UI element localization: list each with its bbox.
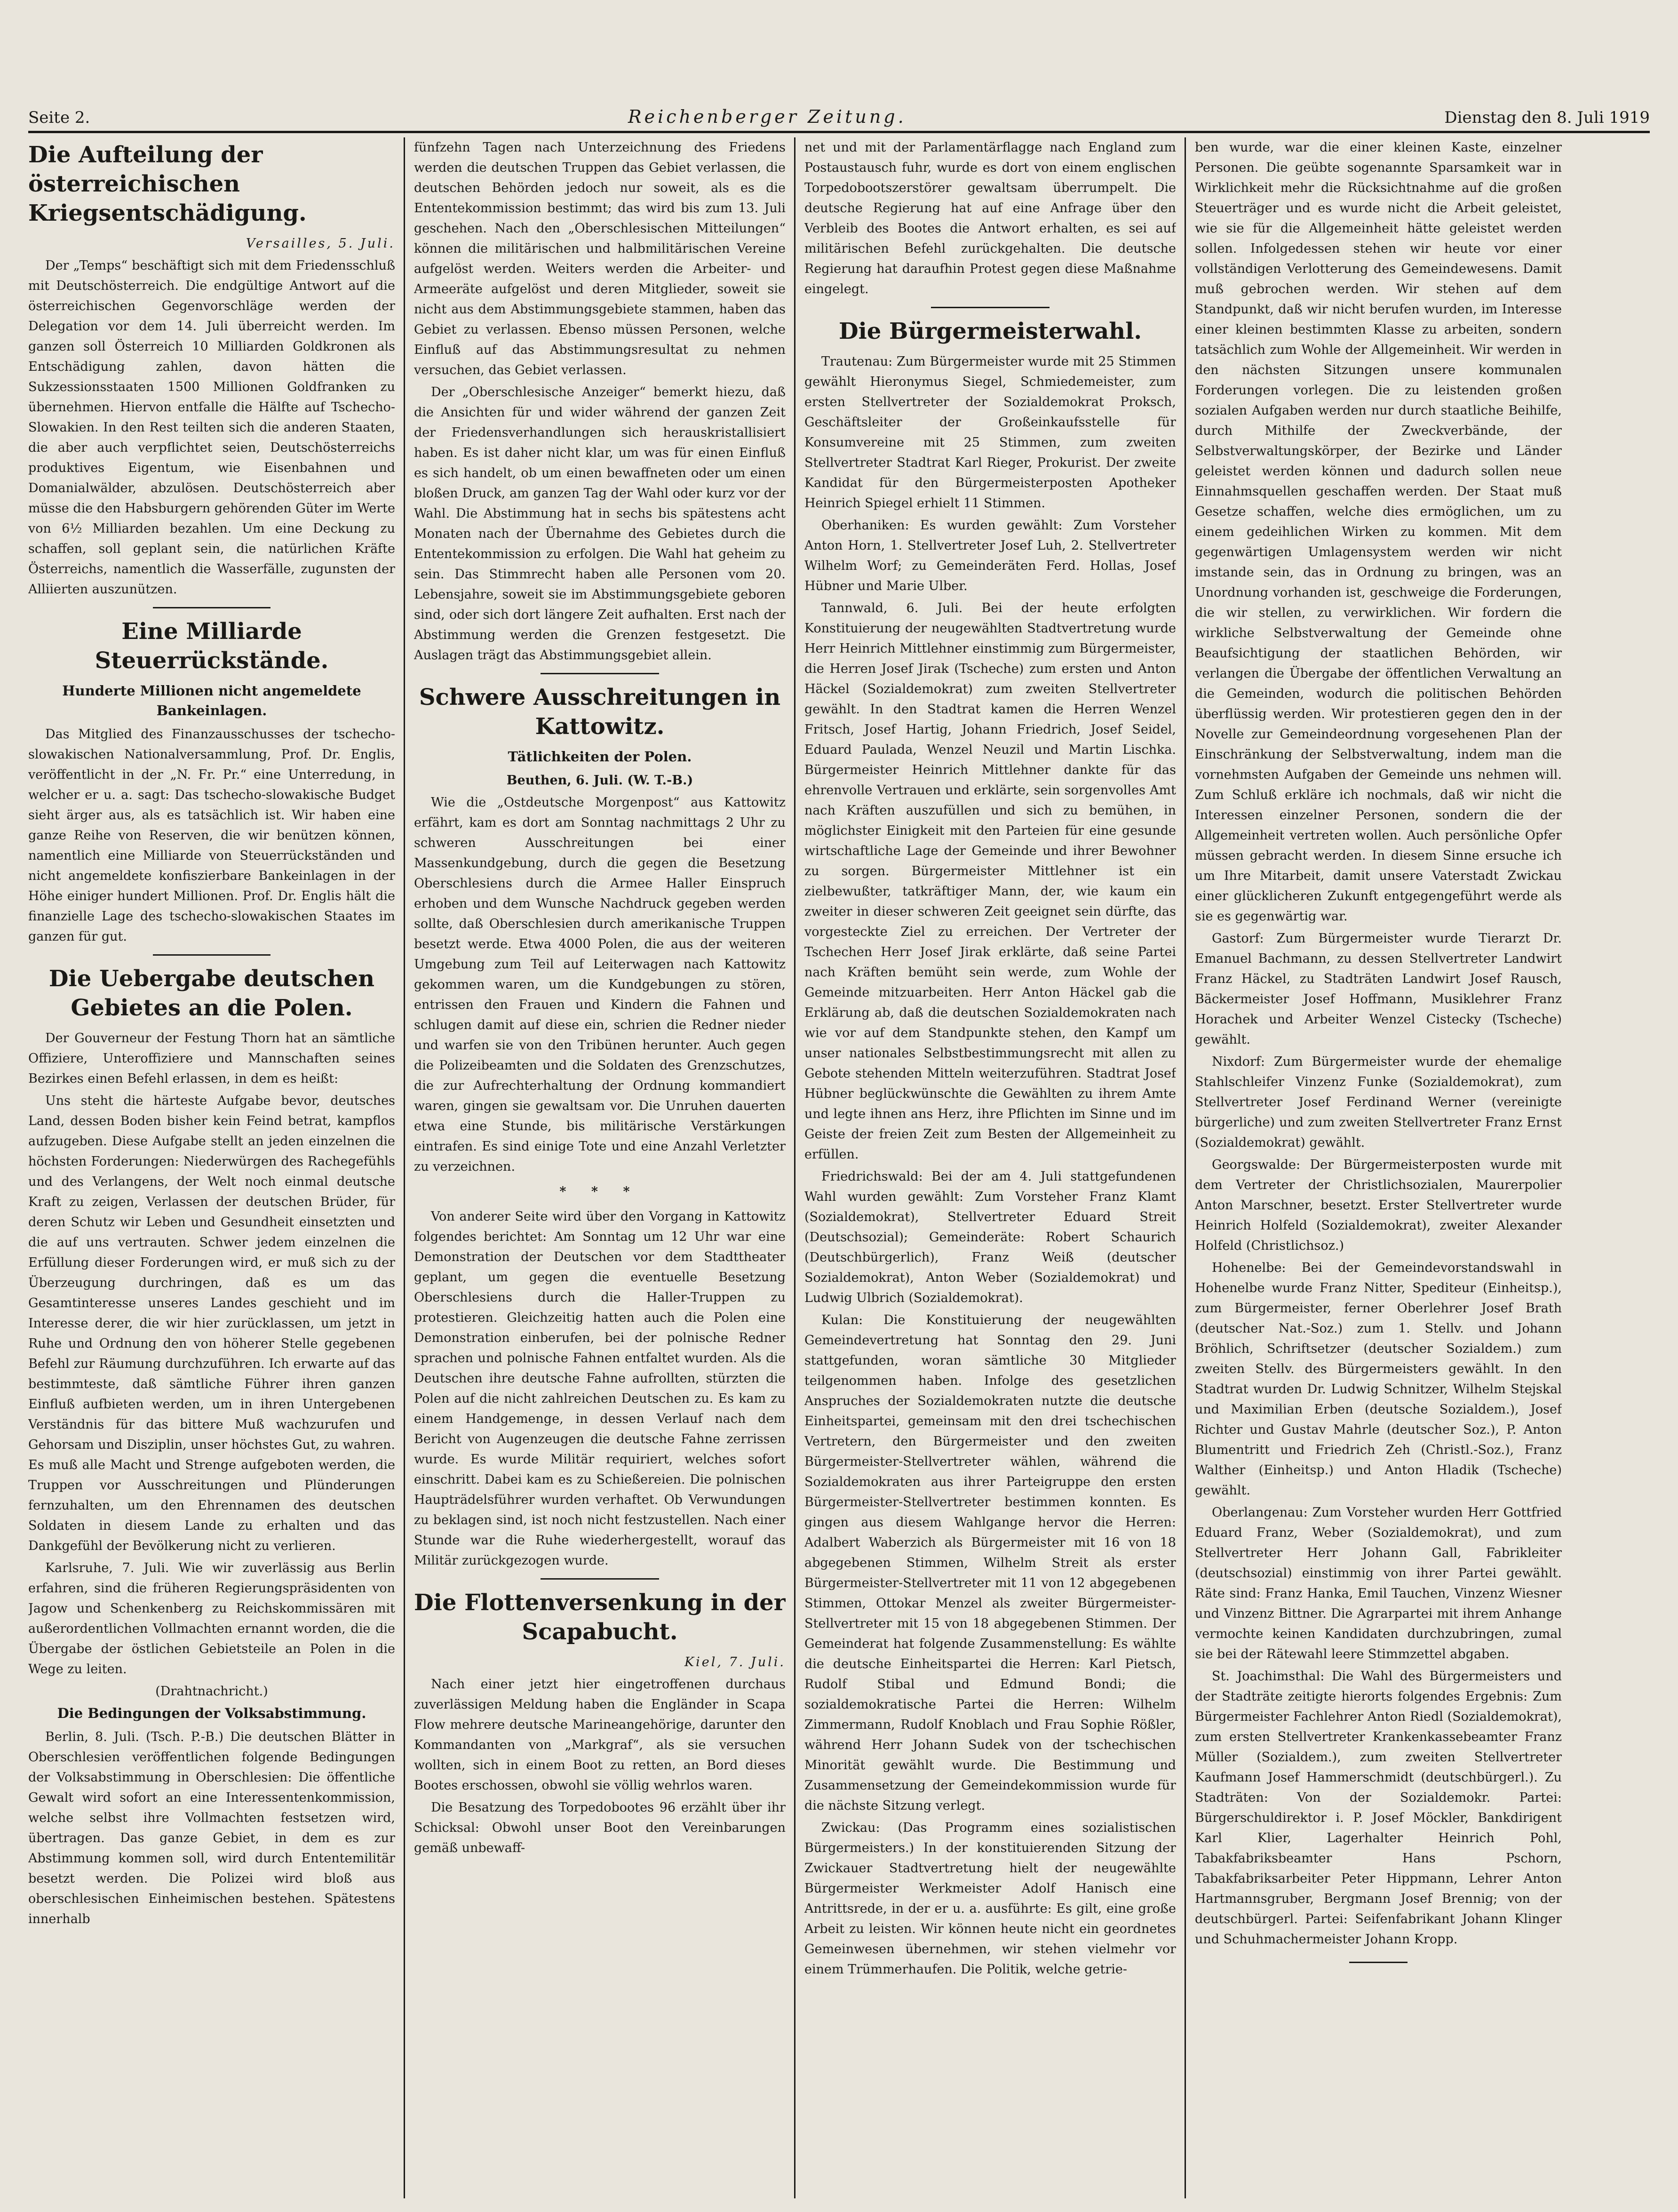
article-paragraph: fünfzehn Tagen nach Unterzeichnung des Friedens werden die deutschen Truppen das Gebiet verlassen, die deutschen Behörden jedoch nur soweit, als es die Ententekommission bestimmt; das wird bis zum 13. Juli geschehen. Nach den „Oberschlesischen Mitteilungen“ können die militärischen und halbmilitärischen Vereine aufgelöst werden. Weiters werden die Arbeiter- und Armeeräte aufgelöst und deren Mitglieder, soweit sie nicht aus dem Abstimmungsgebiete stammen, haben das Gebiet zu verlassen. Ebenso müssen Personen, welche Einfluß auf das Abstimmungsresultat zu nehmen versuchen, das Gebiet verlassen. [414,140,786,377]
article-paragraph: Der Gouverneur der Festung Thorn hat an sämtliche Offiziere, Unteroffiziere und Mannschaften seines Bezirkes einen Befehl erlassen, in dem es heißt: [28,1031,395,1086]
article-headline: Die Bürgermeisterwahl. [838,318,1142,344]
article-subheadline: Hunderte Millionen nicht angemeldete Bankeinlagen. [62,683,361,719]
article-separator [153,607,270,608]
article-separator [541,673,660,674]
source-note: (Drahtnachricht.) [155,1684,268,1699]
article-paragraph: Nixdorf: Zum Bürgermeister wurde der ehemalige Stahlschleifer Vinzenz Funke (Sozialdemokrat), zum Stellvertreter Josef Ferdinand Werner (vereinigte bürgerliche) und zum zweiten Stellvertreter Franz Ernst (Sozialdemokrat) gewählt. [1195,1054,1562,1150]
section-stars: * * * [559,1184,640,1199]
article-paragraph: net und mit der Parlamentärflagge nach England zum Postaustausch fuhr, wurde es dort von einem englischen Torpedobootszerstörer gewaltsam überrumpelt. Die deutsche Regierung hat auf eine Anfrage über den Verbleib des Bootes die Antwort erhalten, es sei auf militärischen Befehl zurückgehalten. Die deutsche Regierung hat daraufhin Protest gegen diese Maßnahme eingelegt. [804,140,1176,296]
article-paragraph: Gastorf: Zum Bürgermeister wurde Tierarzt Dr. Emanuel Bachmann, zu dessen Stellvertreter Landwirt Franz Häckel, zu Stadträten Landwirt Josef Rausch, Bäckermeister Josef Hoffmann, Musiklehrer Franz Horachek und Arbeiter Wenzel Cistecky (Tscheche) gewählt. [1195,931,1562,1047]
dateline: Versailles, 5. Juli. [246,236,395,251]
column-3 [804,137,1176,2198]
column-divider [1185,137,1186,2198]
article-paragraph: Wie die „Ostdeutsche Morgenpost“ aus Kattowitz erfährt, kam es dort am Sonntag nachmittags 2 Uhr zu schweren Ausschreitungen bei einer Massenkundgebung, durch die gegen die Besetzung Oberschlesiens durch die Armee Haller Einspruch erhoben und dem Wunsche Nachdruck gegeben werden sollte, daß Oberschlesien durch amerikanische Truppen besetzt werde. Etwa 4000 Polen, die aus der weiteren Umgebung zum Teil auf Leiterwagen nach Kattowitz gekommen waren, um die Kundgebungen zu stören, entrissen den Frauen und Kindern die Fahnen und schlugen damit auf diese ein, schrien die Redner nieder und warfen sie von den Tribünen herunter. Auch gegen die Polizeibeamten und die Soldaten des Grenzschutzes, die zur Aufrechterhaltung der Ordnung kommandiert waren, gingen sie gewaltsam vor. Die Unruhen dauerten etwa eine Stunde, bis militärische Verstärkungen eintrafen. Es sind einige Tote und eine Anzahl Verletzter zu verzeichnen. [414,795,786,1174]
article-paragraph: Das Mitglied des Finanzausschusses der tschecho-slowakischen Nationalversammlung, Prof. Dr. Englis, veröffentlicht in der „N. Fr. Pr.“ eine Unterredung, in welcher er u. a. sagt: Das tschecho-slowakische Budget sieht ärger aus, als es tatsächlich ist. Wir haben eine ganze Reihe von Reserven, die wir benützen können, namentlich eine Milliarde von Steuerrückständen und nicht angemeldete konfiszierbare Bankeinlagen in der Höhe einiger hundert Millionen. Prof. Dr. Englis hält die finanzielle Lage des tschecho-slowakischen Staates im ganzen für gut. [28,727,395,944]
article-separator [541,1578,660,1580]
article-paragraph: ben wurde, war die einer kleinen Kaste, einzelner Personen. Die geübte sogenannte Sparsamkeit war in Wirklichkeit mehr die Rücksichtnahme auf die großen Steuerträger und es wurde nicht die Arbeit geleistet, wie sie für die Allgemeinheit hätte geleistet werden sollen. Infolgedessen stehen wir heute vor einer vollständigen Verlotterung des Gemeindewesens. Damit muß gebrochen werden. Wir stehen auf dem Standpunkt, daß wir nicht berufen wurden, im Interesse einer kleinen bestimmten Klasse zu arbeiten, sondern tatsächlich zum Wohle der Allgemeinheit. Wir werden in den nächsten Sitzungen unsere kommunalen Forderungen vorlegen. Die zu leistenden großen sozialen Aufgaben werden nur durch staatliche Beihilfe, durch Mithilfe der Zweckverbände, der Selbstverwaltungskörper, der Bezirke und Länder geleistet werden können und dadurch sollen neue Einnahmsquellen geschaffen werden. Der Staat muß Gesetze schaffen, welche dies ermöglichen, um zu einem gedeihlichen Wirken zu kommen. Mit dem gegenwärtigen Umlagensystem werden wir nicht imstande sein, das in Ordnung zu bringen, was an Unordnung vorhanden ist, geschweige die Forderungen, die wir stellen, zu verwirklichen. Wir fordern die wirkliche Selbstverwaltung der Gemeinde ohne Beaufsichtigung der staatlichen Behörden, wir verlangen die Übergabe der öffentlichen Verwaltung an die Gemeinden, wodurch die politischen Behörden überflüssig werden. Wir protestieren gegen den in der Novelle zur Gemeindeordnung vorgesehenen Plan der Einschränkung der Selbstverwaltung, indem man die vornehmsten Aufgaben der Gemeinde uns nehmen will. Zum Schluß erkläre ich nochmals, daß wir nicht die Interessen einzelner Personen, sondern die der Allgemeinheit vertreten wollen. Auch persönliche Opfer müssen gebracht werden. In diesem Sinne ersuche ich um Ihre Mitarbeit, damit unsere Vaterstadt Zwickau einer glücklicheren Zukunft entgegengeführt werde als sie es gegenwärtig war. [1195,140,1562,924]
header-rule [28,131,1650,133]
article-paragraph: Von anderer Seite wird über den Vorgang in Kattowitz folgendes berichtet: Am Sonntag um 12 Uhr war eine Demonstration der Deutschen vor dem Stadttheater geplant, um gegen die eventuelle Besetzung Oberschlesiens durch die Haller-Truppen zu protestieren. Gleichzeitig hatten auch die Polen eine Demonstration einberufen, bei der polnische Redner sprachen und polnische Fahnen entfaltet wurden. Als die Deutschen ihre deutsche Fahne aufrollten, stürzten die Polen auf die nicht zahlreichen Deutschen zu. Es kam zu einem Handgemenge, in dessen Verlauf nach dem Bericht von Augenzeugen die deutsche Fahne zerrissen wurde. Es wurde Militär requiriert, welches sofort einschritt. Dabei kam es zu Schießereien. Die polnischen Haupträdelsführer wurden verhaftet. Ob Verwundungen zu beklagen sind, ist noch nicht festzustellen. Nach einer Stunde war die Ruhe wiederhergestellt, worauf das Militär zurückgezogen wurde. [414,1209,786,1568]
dateline: Kiel, 7. Juli. [684,1655,786,1669]
page-header [28,94,1650,127]
article-paragraph: Friedrichswald: Bei der am 4. Juli stattgefundenen Wahl wurden gewählt: Zum Vorsteher Franz Klamt (Sozialdemokrat), Stellvertreter Eduard Streit (Deutschsozial); Gemeinderäte: Robert Schaurich (Deutschbürgerlich), Franz Weiß (deutscher Sozialdemokrat), Anton Weber (Sozialdemokrat) und Ludwig Ulbrich (Sozialdemokrat). [804,1169,1176,1305]
article-paragraph: Zwickau: (Das Programm eines sozialistischen Bürgermeisters.) In der konstituierenden Sitzung der Zwickauer Stadtvertretung hielt der neugewählte Bürgermeister Werkmeister Adolf Hanisch eine Antrittsrede, in der er u. a. ausführte: Es gilt, eine große Arbeit zu leisten. Wir können heute nicht ein geordnetes Gemeinwesen übernehmen, wir stehen vielmehr vor einem Trümmerhaufen. Die Politik, welche getrie- [804,1821,1176,1977]
article-separator [153,954,270,956]
issue-date: Dienstag den 8. Juli 1919 [1444,108,1650,127]
article-subheadline: Die Bedingungen der Volksabstimmung. [57,1705,366,1721]
article-paragraph: Oberlangenau: Zum Vorsteher wurden Herr Gottfried Eduard Franz, Weber (Sozialdemokrat), und zum Stellvertreter Herr Johann Gall, Fabrikleiter (deutschsozial) einstimmig von ihrer Partei gewählt. Räte sind: Franz Hanka, Emil Tauchen, Vinzenz Wiesner und Vinzenz Bittner. Die Agrarpartei mit ihrem Anhange vermochte keinen Kandidaten durchzubringen, zumal sie bei der Rätewahl leere Stimmzettel abgaben. [1195,1505,1562,1661]
article-subheadline: Tätlichkeiten der Polen. [508,749,692,765]
dateline: Beuthen, 6. Juli. (W. T.-B.) [506,773,693,788]
article-headline: Eine Milliarde Steuerrückstände. [95,618,329,674]
column-2 [414,137,786,2198]
article-paragraph: Georgswalde: Der Bürgermeisterposten wurde mit dem Vertreter der Christlichsozialen, Maurerpolier Anton Marschner, besetzt. Erster Stellvertreter wurde Heinrich Holfeld (Sozialdemokrat), zweiter Alexander Holfeld (Christlichsoz.) [1195,1158,1562,1253]
article-separator [931,307,1050,308]
column-1 [28,137,395,2198]
article-paragraph: Karlsruhe, 7. Juli. Wie wir zuverlässig aus Berlin erfahren, sind die früheren Regierungspräsidenten von Jagow und Schenkenberg zu Reichskommissären mit außerordentlichen Vollmachten ernannt worden, die die Übergabe der östlichen Gebietsteile an Polen in die Wege zu leiten. [28,1561,395,1677]
article-paragraph: Der „Temps“ beschäftigt sich mit dem Friedensschluß mit Deutschösterreich. Die endgültige Antwort auf die österreichischen Gegenvorschläge werden der Delegation vor dem 14. Juli überreicht werden. Im ganzen soll Österreich 10 Milliarden Goldkronen als Entschädigung zahlen, davon hätten die Sukzessionsstaaten 1500 Millionen Goldfranken zu übernehmen. Hiervon entfalle die Hälfte auf Tschecho-Slowakien. In den Rest teilten sich die anderen Staaten, die aber auch verpflichtet seien, Deutschösterreichs produktives Eigentum, wie Eisenbahnen und Domanialwälder, abzulösen. Deutschösterreich aber müsse die den Habsburgern gehörenden Güter im Werte von 6½ Milliarden bezahlen. Um eine Deckung zu schaffen, soll geplant sein, die natürlichen Kräfte Österreichs, namentlich die Wasserfälle, zugunsten der Alliierten auszunützen. [28,258,395,597]
page-number: Seite 2. [28,108,90,127]
newspaper-title: Reichenberger Zeitung. [628,106,907,127]
column-divider [794,137,795,2198]
article-headline: Die Uebergabe deutschen Gebietes an die Polen. [48,966,375,1021]
column-divider [404,137,405,2198]
article-paragraph: Berlin, 8. Juli. (Tsch. P.-B.) Die deutschen Blätter in Oberschlesien veröffentlichen folgende Bedingungen der Volksabstimmung in Oberschlesien: Die öffentliche Gewalt wird sofort an eine Interessentenkommission, welche selbst ihre Vollmachten festsetzen wird, übertragen. Das ganze Gebiet, in dem es zur Abstimmung kommen soll, wird durch Ententemilitär besetzt werden. Die Polizei wird bloß aus oberschlesischen Einheimischen bestehen. Spätestens innerhalb [28,1730,395,1926]
article-paragraph: Nach einer jetzt hier eingetroffenen durchaus zuverlässigen Meldung haben die Engländer in Scapa Flow mehrere deutsche Marineangehörige, darunter den Kommandanten von „Markgraf“, als sie versuchen wollten, sich in einem Boot zu retten, an Bord dieses Bootes erschossen, obwohl sie völlig wehrlos waren. [414,1677,786,1793]
article-paragraph: Die Besatzung des Torpedobootes 96 erzählt über ihr Schicksal: Obwohl unser Boot den Vereinbarungen gemäß unbewaff- [414,1800,786,1855]
column-4 [1195,137,1562,2198]
article-paragraph: Der „Oberschlesische Anzeiger“ bemerkt hiezu, daß die Ansichten für und wider während der ganzen Zeit der Friedensverhandlungen sich herauskristallisiert haben. Es ist daher nicht klar, um was für einen Einfluß es sich handelt, ob um einen bewaffneten oder um einen bloßen Druck, am ganzen Tag der Wahl oder kurz vor der Wahl. Die Abstimmung hat in sechs bis spätestens acht Monaten nach der Übernahme des Gebietes durch die Ententekommission zu erfolgen. Die Wahl hat geheim zu sein. Das Stimmrecht haben alle Personen vom 20. Lebensjahre, soweit sie im Abstimmungsgebiete geboren sind, oder sich dort längere Zeit aufhalten. Erst nach der Abstimmung werden die Grenzen festgesetzt. Die Auslagen trägt das Abstimmungsgebiet allein. [414,385,786,663]
article-headline: Die Aufteilung der österreichischen Kriegsentschädigung. [28,142,307,226]
article-paragraph: Tannwald, 6. Juli. Bei der heute erfolgten Konstituierung der neugewählten Stadtvertretung wurde Herr Heinrich Mittlehner einstimmig zum Bürgermeister, die Herren Josef Jirak (Tscheche) zum ersten und Anton Häckel (Sozialdemokrat) zum zweiten Stellvertreter gewählt. In den Stadtrat kamen die Herren Wenzel Fritsch, Josef Hartig, Johann Friedrich, Josef Seidel, Eduard Paulada, Wenzel Neuzil und Martin Lischka. Bürgermeister Heinrich Mittlehner dankte für das ehrenvolle Vertrauen und erklärte, sein sorgenvolles Amt nach Kräften auszufüllen und sich zu bemühen, in möglichster Einigkeit mit den Parteien für eine gesunde wirtschaftliche Lage der Gemeinde und ihrer Bewohner zu sorgen. Bürgermeister Mittlehner ist ein zielbewußter, tatkräftiger Mann, der, wie kaum ein zweiter in dieser schweren Zeit geeignet sein dürfte, das vorgesteckte Ziel zu erreichen. Der Vertreter der Tschechen Herr Josef Jirak erklärte, daß seine Partei nach Kräften bemüht sein werde, zum Wohle der Gemeinde mitzuarbeiten. Herr Anton Häckel gab die Erklärung ab, daß die deutschen Sozialdemokraten nach wie vor auf dem Standpunkte stehen, den Kampf um unser nationales Selbstbestimmungsrecht mit allen zu Gebote stehenden Mitteln weiterzuführen. Stadtrat Josef Hübner beglückwünschte die Gewählten zu ihrem Amte und legte ihnen ans Herz, ihre Pflichten im Sinne und im Geiste der freien Zeit zum Besten der Allgemeinheit zu erfüllen. [804,601,1176,1162]
article-paragraph: Uns steht die härteste Aufgabe bevor, deutsches Land, dessen Boden bisher kein Feind betrat, kampflos aufzugeben. Diese Aufgabe stellt an jeden einzelnen die höchsten Forderungen: Niederwürgen des Rachegefühls und des Verlangens, der Welt noch einmal deutsche Kraft zu zeigen, Verlassen der deutschen Brüder, für deren Schutz wir Leben und Gesundheit einsetzten und die auf uns vertrauten. Schwer jedem einzelnen die Erfüllung dieser Forderungen wird, er muß sich zu der Überzeugung durchringen, daß es um das Gesamtinteresse unseres Landes geschieht und im Interesse derer, die wir hier zurücklassen, um jetzt in Ruhe und Ordnung den von höherer Stelle gegebenen Befehl zur Räumung durchzuführen. Ich erwarte auf das bestimmteste, daß sämtliche Führer ihren ganzen Einfluß aufbieten werden, um in ihren Untergebenen Verständnis für das bittere Muß wachzurufen und Gehorsam und Disziplin, unser höchstes Gut, zu wahren. Es muß alle Macht und Strenge aufgeboten werden, die Truppen vor Ausschreitungen und Plünderungen fernzuhalten, um den Ehrennamen des deutschen Soldaten in diesem Lande zu erhalten und das Dankgefühl der Bevölkerung nicht zu verlieren. [28,1094,395,1553]
article-paragraph: Hohenelbe: Bei der Gemeindevorstandswahl in Hohenelbe wurde Franz Nitter, Spediteur (Einheitsp.), zum Bürgermeister, ferner Oberlehrer Josef Brath (deutscher Nat.-Soz.) zum 1. Stellv. und Johann Bröhlich, Schriftsetzer (deutscher Sozialdem.) zum zweiten Stellv. des Bürgermeisters gewählt. In den Stadtrat wurden Dr. Ludwig Schnitzer, Wilhelm Stejskal und Maximilian Erben (deutsche Sozialdem.), Josef Richter und Gustav Mahrle (deutscher Soz.), P. Anton Blumentritt und Friedrich Zeh (Christl.-Soz.), Franz Walther (Einheitsp.) und Anton Hladik (Tscheche) gewählt. [1195,1261,1562,1498]
article-headline: Die Flottenversenkung in der Scapabucht. [414,1589,786,1645]
article-paragraph: Trautenau: Zum Bürgermeister wurde mit 25 Stimmen gewählt Hieronymus Siegel, Schmiedemeister, zum ersten Stellvertreter der Sozialdemokrat Proksch, Geschäftsleiter der Großeinkaufsstelle für Konsumvereine mit 25 Stimmen, zum zweiten Stellvertreter Stadtrat Karl Rieger, Prokurist. Der zweite Kandidat für den Bürgermeisterposten Apotheker Heinrich Spiegel erhielt 11 Stimmen. [804,354,1176,511]
article-paragraph: St. Joachimsthal: Die Wahl des Bürgermeisters und der Stadträte zeitigte hierorts folgendes Ergebnis: Zum Bürgermeister Fachlehrer Anton Riedl (Sozialdemokrat), zum ersten Stellvertreter Krankenkassebeamter Franz Müller (Sozialdem.), zum zweiten Stellvertreter Kaufmann Josef Hammerschmidt (deutschbürgerl.). Zu Stadträten: Von der Sozialdemokr. Partei: Bürgerschuldirektor i. P. Josef Möckler, Bankdirigent Karl Klier, Lagerhalter Heinrich Pohl, Tabakfabriksbeamter Hans Pschorn, Tabakfabriksarbeiter Peter Hippmann, Lehrer Anton Hartmannsgruber, Bergmann Josef Brennig; von der deutschbürgerl. Partei: Seifenfabrikant Johann Klinger und Schuhmachermeister Johann Kropp. [1195,1669,1562,1947]
article-paragraph: Oberhaniken: Es wurden gewählt: Zum Vorsteher Anton Horn, 1. Stellvertreter Josef Luh, 2. Stellvertreter Wilhelm Worf; zu Gemeinderäten Ferd. Hollas, Josef Hübner und Marie Ulber. [804,518,1176,593]
article-headline: Schwere Ausschreitungen in Kattowitz. [419,684,781,740]
article-paragraph: Kulan: Die Konstituierung der neugewählten Gemeindevertretung hat Sonntag den 29. Juni stattgefunden, woran sämtliche 30 Mitglieder teilgenommen haben. Infolge des gesetzlichen Anspruches der Sozialdemokraten nutzte die deutsche Einheitspartei, gemeinsam mit den drei tschechischen Vertretern, den Bürgermeister und den zweiten Bürgermeister-Stellvertreter wählen, während die Sozialdemokraten aus ihrer Parteigruppe den ersten Bürgermeister-Stellvertreter bestimmen konnten. Es gingen aus diesem Wahlgange hervor die Herren: Adalbert Waberzich als Bürgermeister mit 16 von 18 abgegebenen Stimmen, Wilhelm Streit als erster Bürgermeister-Stellvertreter mit 11 von 12 abgegebenen Stimmen, Ottokar Menzel als zweiter Bürgermeister-Stellvertreter mit 15 von 18 abgegebenen Stimmen. Der Gemeinderat hat folgende Zusammenstellung: Es wählte die deutsche Einheitspartei die Herren: Karl Pietsch, Rudolf Stibal und Edmund Bondi; die sozialdemokratische Partei die Herren: Wilhelm Zimmermann, Rudolf Knoblach und Frau Sophie Rößler, während Herr Johann Sudek von der tschechischen Minorität gewählt wurde. Die Bestimmung und Zusammensetzung der Gemeindekommission wurde für die nächste Sitzung verlegt. [804,1313,1176,1813]
end-rule [1349,1962,1408,1963]
